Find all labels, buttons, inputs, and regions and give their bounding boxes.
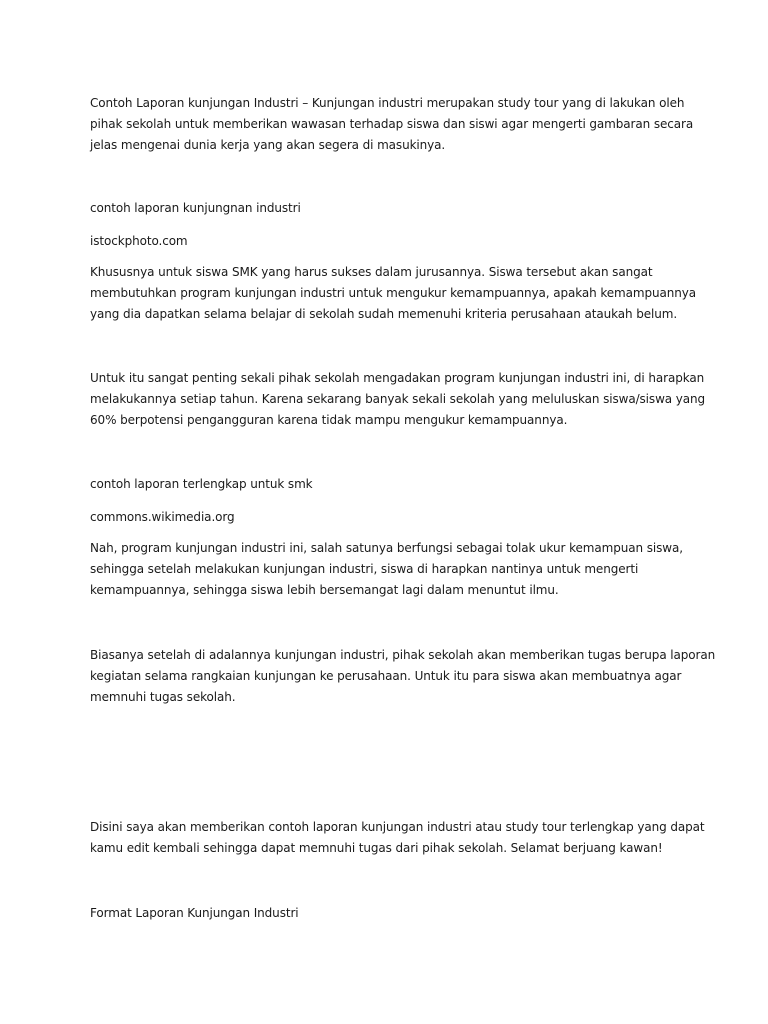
text-line: Nah, program kunjungan industri ini, salah satunya berfungsi sebagai tolak ukur kemampuan siswa, bbox=[90, 541, 683, 555]
paragraph-disini bbox=[90, 817, 705, 859]
section-heading bbox=[90, 903, 690, 924]
text-line: pihak sekolah untuk memberikan wawasan terhadap siswa dan siswi agar mengerti gambaran secara bbox=[90, 117, 694, 131]
image-caption bbox=[90, 474, 690, 495]
paragraph-tugas bbox=[90, 645, 716, 708]
text-line: Biasanya setelah di adalannya kunjungan industri, pihak sekolah akan memberikan tugas berupa laporan bbox=[90, 648, 716, 662]
text-line: Khususnya untuk siswa SMK yang harus sukses dalam jurusannya. Siswa tersebut akan sangat bbox=[90, 265, 653, 279]
paragraph-tolak-ukur bbox=[90, 538, 690, 601]
text-line: contoh laporan terlengkap untuk smk bbox=[90, 477, 313, 491]
text-line: membutuhkan program kunjungan industri untuk mengukur kemampuannya, apakah kemampuannya bbox=[90, 286, 697, 300]
text-line: memnuhi tugas sekolah. bbox=[90, 690, 236, 704]
text-line: kamu edit kembali sehingga dapat memnuhi tugas dari pihak sekolah. Selamat berjuang kawan! bbox=[90, 841, 663, 855]
paragraph-smk bbox=[90, 262, 697, 325]
image-source bbox=[90, 231, 690, 252]
text-line: 60% berpotensi pengangguran karena tidak mampu mengukur kemampuannya. bbox=[90, 413, 568, 427]
text-line: kegiatan selama rangkaian kunjungan ke perusahaan. Untuk itu para siswa akan membuatnya agar bbox=[90, 669, 682, 683]
text-line: commons.wikimedia.org bbox=[90, 510, 235, 524]
text-line: istockphoto.com bbox=[90, 234, 188, 248]
text-line: Contoh Laporan kunjungan Industri – Kunjungan industri merupakan study tour yang di lakukan oleh bbox=[90, 96, 685, 110]
paragraph-intro bbox=[90, 93, 694, 156]
paragraph-penting bbox=[90, 368, 706, 431]
text-line: melakukannya setiap tahun. Karena sekarang banyak sekali sekolah yang meluluskan siswa/siswa yang bbox=[90, 392, 706, 406]
image-caption bbox=[90, 198, 690, 219]
image-source bbox=[90, 507, 690, 528]
text-line: jelas mengenai dunia kerja yang akan segera di masukinya. bbox=[90, 138, 446, 152]
text-line: yang dia dapatkan selama belajar di sekolah sudah memenuhi kriteria perusahaan ataukah belum. bbox=[90, 307, 678, 321]
text-line: kemampuannya, sehingga siswa lebih bersemangat lagi dalam menuntut ilmu. bbox=[90, 583, 559, 597]
text-line: contoh laporan kunjungnan industri bbox=[90, 201, 301, 215]
text-line: Disini saya akan memberikan contoh laporan kunjungan industri atau study tour terlengkap yang dapat bbox=[90, 820, 705, 834]
text-line: sehingga setelah melakukan kunjungan industri, siswa di harapkan nantinya untuk mengerti bbox=[90, 562, 639, 576]
text-line: Format Laporan Kunjungan Industri bbox=[90, 906, 299, 920]
text-line: Untuk itu sangat penting sekali pihak sekolah mengadakan program kunjungan industri ini, di harapkan bbox=[90, 371, 705, 385]
